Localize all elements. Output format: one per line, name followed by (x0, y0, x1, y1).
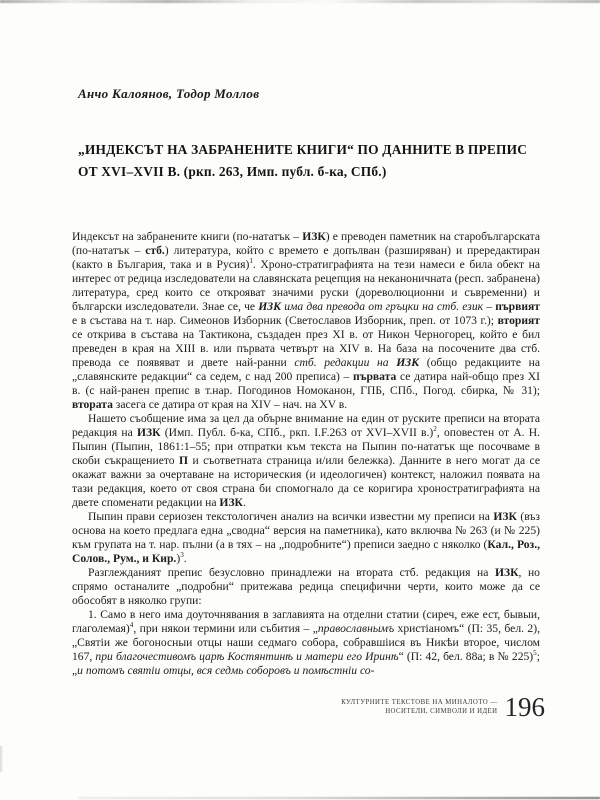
text-segment: ИЗК (493, 510, 517, 523)
scan-artifact-left-smudge (0, 746, 2, 772)
text-segment: “ (П: 42, бел. 88а; в № 225) (398, 650, 534, 663)
footnote-marker: 2 (433, 425, 437, 434)
text-segment: – (483, 300, 496, 313)
text-segment: , при някои термини или събития – „ (133, 622, 318, 635)
text-segment: стб. (145, 244, 165, 257)
text-segment: П (179, 454, 189, 467)
text-segment: ИЗК (258, 300, 282, 313)
body-paragraph (72, 230, 540, 412)
text-segment: Нашето съобщение има за цел да обърне внимание на един от руските преписи на втората редакция на (72, 412, 540, 439)
text-segment: втората (72, 398, 113, 411)
footnote-marker: 3 (180, 551, 184, 560)
text-segment: , оповестен от А. Н. Пыпин (Пыпин, 1861:1–55; при отпратки към текста на Пыпин по-нататък ще посочваме в скоби съкращението (72, 426, 541, 467)
text-segment: е в състава на т. нар. Симеонов Изборник (Светославов Изборник, преп. от 1073 г.); (72, 314, 498, 327)
text-segment: христіаномъ“ (П: 35, бел. 2), „Святіи же богоносныи отцы наши седмаго собора, собравшіися въ Никѣи второе, числом 167, (72, 622, 540, 663)
footnote-marker: 4 (129, 621, 134, 630)
text-segment: ИЗК (136, 426, 161, 439)
series-title (341, 698, 497, 716)
text-segment: 1. Само в него има доуточнявания в заглавията на отделни статии (сиреч, еже ест, бывыи, глаголемая) (72, 608, 540, 635)
text-segment: (общо редакциите на „славянските редакции“ са седем, с над 200 преписа) – (72, 356, 540, 383)
article-title-line2: ОТ XVI–XVII В. (ркп. 263, Имп. публ. б-ка, СПб.) (78, 163, 387, 179)
article-body (72, 230, 540, 678)
text-segment: и потомъ святіи отцы, вся седмь соборовъ и помѣстніи со- (77, 664, 375, 677)
text-segment: ; „ (72, 650, 540, 677)
text-segment: , но спрямо останалите „подробни“ притежава редица специфични черти, които може да се обособят в няколко групи: (72, 566, 540, 607)
scan-artifact-bottom-edge (78, 797, 600, 799)
series-title-line2: НОСИТЕЛИ, СИМВОЛИ И ИДЕИ (385, 708, 498, 715)
text-segment: стб. редакции на (294, 356, 397, 369)
text-segment: ) (176, 552, 181, 565)
page-number: 196 (504, 692, 545, 722)
text-segment: има два превода от гръцки на стб. език (281, 300, 484, 313)
article-title-line1: „ИНДЕКСЪТ НА ЗАБРАНЕНИТЕ КНИГИ“ ПО ДАННИТЕ В ПРЕПИС (78, 142, 528, 157)
authors-line: Анчо Калоянов, Тодор Моллов (78, 86, 260, 101)
text-segment: Разглежданият препис безусловно принадлежи на втората стб. редакция на (88, 566, 495, 579)
text-segment: . (242, 496, 246, 509)
text-segment: ИЗК (302, 230, 326, 243)
text-segment: православнымъ (317, 622, 395, 635)
text-segment: и съответната страница и/или бележка). Данните в него могат да се окажат важни за очертаване на историческия (и идеологичен) контекст, наложил появата на тази редакция, което от своя страна би спомогнало да се коригира хроностратиграфията на двете споменати редакции на (72, 454, 540, 509)
text-segment: . Хроно-стратиграфията на тези намеси е била обект на интерес от редица изследователи на славянската рецепция на неканоничната (респ. забранена) литература, сред които се открояват значими руски (дореволюционни и съвременни) и български изследователи. Знае се, че (72, 258, 541, 313)
text-segment: (въз основа на което предлага една „сводна“ версия на паметника), като включва № 263 (и № 225) към групата на т. нар. пълни (а в тях – на „подробните“) преписи заедно с няколко ( (72, 510, 540, 551)
footnote-marker: 1 (249, 257, 253, 266)
article-title (78, 139, 548, 182)
text-segment: засега се датира от края на XIV – нач. на XV в. (112, 398, 348, 411)
text-segment: първият (495, 300, 540, 313)
text-segment: Индексът на забранените книги (по-нататък – (72, 230, 303, 243)
text-segment: Пыпин прави сериозен текстологичен анализ на всички известни му преписи на (88, 510, 494, 523)
text-segment: ) литература, който с времето е допълван (разширяван) и прередактиран (както в България, така и в Русия) (72, 244, 540, 271)
text-segment: ИЗК (219, 496, 243, 509)
text-segment: първата (353, 370, 397, 383)
text-segment: при благочестивомъ царѣ Костянтинѣ и матери его Иринѣ (95, 650, 399, 663)
scan-artifact-top-edge (0, 0, 600, 3)
body-paragraph (72, 566, 540, 608)
body-paragraph (72, 608, 540, 678)
footnote-marker: 5 (533, 649, 537, 658)
text-segment: ) е преводен паметник на старобългарската (по-нататък – (72, 230, 540, 257)
text-segment: се датира най-общо през XI в. (с най-ранен препис в т.нар. Погодинов Номоканон, ГПБ, СПб., Погод. сбирка, № 31); (72, 370, 541, 397)
text-segment: ИЗК (396, 356, 420, 369)
text-segment: ИЗК (494, 566, 519, 579)
text-segment: Кал., Роз., Солов., Рум., и Кир. (72, 538, 540, 565)
series-title-line1: КУЛТУРНИТЕ ТЕКСТОВЕ НА МИНАЛОТО — (341, 699, 498, 706)
text-segment: (Имп. Публ. б-ка, СПб., ркп. I.F.263 от XVI–XVII в.) (160, 426, 434, 439)
body-paragraph (72, 510, 540, 566)
text-segment: . (183, 552, 187, 565)
text-segment: вторият (497, 314, 540, 327)
text-segment: се открива в състава на Тактикона, създаден през XI в. от Никон Черногорец, който е бил преведен в края на XIII в. или първата четвърт на XIV в. На база на посочените два стб. превода се появяват и двете най-ранни (72, 328, 540, 369)
body-paragraph (72, 412, 540, 510)
page-footer (341, 694, 545, 720)
